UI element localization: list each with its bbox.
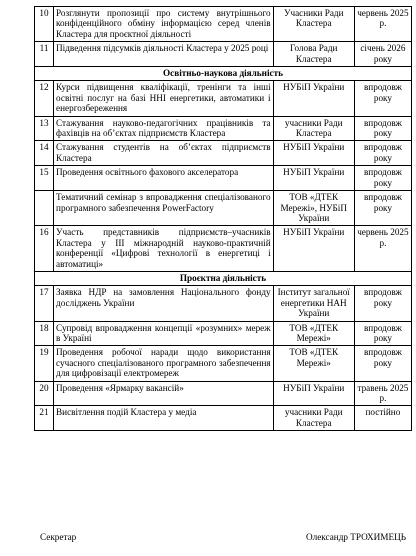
task-cell: Заявка НДР на замовлення Національного фонду досліджень України bbox=[54, 286, 274, 321]
responsible-cell: ТОВ «ДТЕК Мережі» bbox=[273, 346, 354, 381]
deadline-cell: впродовж року bbox=[354, 116, 411, 141]
section-row bbox=[35, 67, 412, 81]
deadline-cell: впродовж року bbox=[354, 346, 411, 381]
deadline-cell: червень 2025 р. bbox=[354, 226, 411, 272]
responsible-cell: учасники Ради Кластера bbox=[273, 406, 354, 431]
responsible-cell: НУБіП України bbox=[273, 81, 354, 116]
task-cell: Участь представників підприємств–учасників Кластера у ІІІ міжнародній науково-практичній конференції «Цифрові технології в енергетиці і автоматиці» bbox=[54, 226, 274, 272]
task-cell: Підведення підсумків діяльності Кластера у 2025 році bbox=[54, 42, 274, 67]
plan-table-container bbox=[34, 6, 412, 431]
task-cell: Проведення освітнього фахового акселератора bbox=[54, 166, 274, 191]
task-cell: Проведення робочої наради щодо використання сучасного спеціалізованого програмного забезпечення для цифровізації електромереж bbox=[54, 346, 274, 381]
table-row bbox=[35, 226, 412, 272]
table-row bbox=[35, 141, 412, 166]
table-row bbox=[35, 286, 412, 321]
table-row bbox=[35, 321, 412, 346]
deadline-cell: постійно bbox=[354, 406, 411, 431]
deadline-cell: впродовж року bbox=[354, 191, 411, 226]
task-cell: Курси підвищення кваліфікації, тренінги та інші освітні послуг на базі ННІ енергетики, автоматики і енергозбереження bbox=[54, 81, 274, 116]
task-cell: Супровід впровадження концепції «розумних» мереж в Україні bbox=[54, 321, 274, 346]
row-number: 13 bbox=[35, 116, 54, 141]
signature-block bbox=[34, 532, 406, 542]
table-row bbox=[35, 166, 412, 191]
deadline-cell: травень 2025 р. bbox=[354, 381, 411, 406]
table-row bbox=[35, 381, 412, 406]
activity-plan-table bbox=[34, 6, 412, 431]
deadline-cell: впродовж року bbox=[354, 286, 411, 321]
deadline-cell: впродовж року bbox=[354, 81, 411, 116]
table-row bbox=[35, 42, 412, 67]
responsible-cell: НУБіП України bbox=[273, 226, 354, 272]
row-number: 17 bbox=[35, 286, 54, 321]
deadline-cell: впродовж року bbox=[354, 141, 411, 166]
task-cell: Тематичний семінар з впровадження спеціалізованого програмного забезпечення PowerFactory bbox=[54, 191, 274, 226]
deadline-cell: січень 2026 року bbox=[354, 42, 411, 67]
row-number: 15 bbox=[35, 166, 54, 191]
task-cell: Розглянути пропозиції про систему внутрішнього конфіденційного обміну інформацією серед членів Кластера для проєктної діяльності bbox=[54, 7, 274, 42]
responsible-cell: ТОВ «ДТЕК Мережі», НУБіП України bbox=[273, 191, 354, 226]
task-cell: Стажування науково-педагогічних працівників та фахівців на об’єктах підприємств Кластера bbox=[54, 116, 274, 141]
responsible-cell: ТОВ «ДТЕК Мережі» bbox=[273, 321, 354, 346]
row-number: 14 bbox=[35, 141, 54, 166]
row-number bbox=[35, 191, 54, 226]
responsible-cell: Учасники Ради Кластера bbox=[273, 7, 354, 42]
task-cell: Висвітлення подій Кластера у медіа bbox=[54, 406, 274, 431]
secretary-name: Олександр ТРОХИМЕЦЬ bbox=[306, 532, 406, 542]
table-row bbox=[35, 7, 412, 42]
deadline-cell: червень 2025 р. bbox=[354, 7, 411, 42]
row-number: 16 bbox=[35, 226, 54, 272]
responsible-cell: НУБіП України bbox=[273, 166, 354, 191]
deadline-cell: впродовж року bbox=[354, 166, 411, 191]
section-heading-education: Освітньо-наукова діяльність bbox=[35, 67, 412, 81]
secretary-role: Секретар bbox=[40, 532, 77, 542]
row-number: 19 bbox=[35, 346, 54, 381]
table-row bbox=[35, 346, 412, 381]
table-row bbox=[35, 116, 412, 141]
responsible-cell: Інститут загальної енергетики НАН України bbox=[273, 286, 354, 321]
row-number: 12 bbox=[35, 81, 54, 116]
table-row bbox=[35, 81, 412, 116]
task-cell: Стажування студентів на об’єктах підприємств Кластера bbox=[54, 141, 274, 166]
row-number: 20 bbox=[35, 381, 54, 406]
responsible-cell: Голова Ради Кластера bbox=[273, 42, 354, 67]
row-number: 21 bbox=[35, 406, 54, 431]
responsible-cell: учасники Ради Кластера bbox=[273, 116, 354, 141]
responsible-cell: НУБіП України bbox=[273, 381, 354, 406]
row-number: 11 bbox=[35, 42, 54, 67]
row-number: 10 bbox=[35, 7, 54, 42]
row-number: 18 bbox=[35, 321, 54, 346]
deadline-cell: впродовж року bbox=[354, 321, 411, 346]
section-heading-projects: Проєктна діяльність bbox=[35, 271, 412, 285]
section-row bbox=[35, 271, 412, 285]
task-cell: Проведення «Ярмарку вакансій» bbox=[54, 381, 274, 406]
activity-plan-body bbox=[35, 7, 412, 431]
responsible-cell: НУБіП України bbox=[273, 141, 354, 166]
table-row bbox=[35, 191, 412, 226]
table-row bbox=[35, 406, 412, 431]
